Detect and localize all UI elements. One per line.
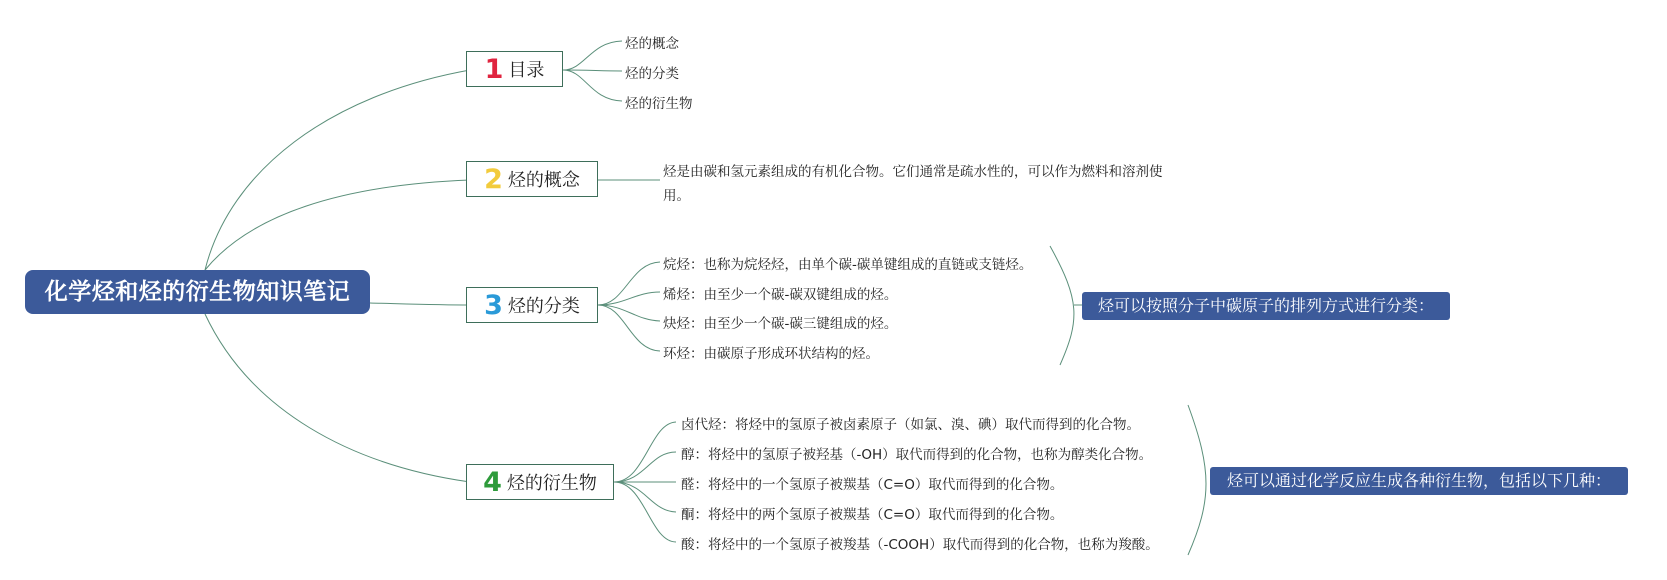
topic-label: 烃的分类 xyxy=(507,296,580,317)
leaf-acid[interactable]: 酸：将烃中的一个氢原子被羧基（-COOH）取代而得到的化合物，也称为羧酸。 xyxy=(681,537,1159,553)
summary-bracket-derivatives xyxy=(1188,405,1206,555)
leaf-haloalkane[interactable]: 卤代烃：将烃中的氢原子被卤素原子（如氯、溴、碘）取代而得到的化合物。 xyxy=(681,417,1140,433)
topic-label: 目录 xyxy=(508,60,545,81)
link-t4-leaf5 xyxy=(614,482,676,542)
link-t1-leaf3 xyxy=(563,70,622,101)
link-root-topic4 xyxy=(205,314,470,482)
leaf-alkene[interactable]: 烯烃：由至少一个碳-碳双键组成的烃。 xyxy=(663,287,898,303)
topic-derivatives[interactable] xyxy=(466,464,614,500)
number-2-badge: 2 xyxy=(484,163,503,195)
number-3-badge: 3 xyxy=(484,289,503,321)
leaf-catalog-3[interactable]: 烃的衍生物 xyxy=(625,96,693,112)
number-1-badge: 1 xyxy=(484,53,504,85)
topic-label: 烃的概念 xyxy=(507,170,580,191)
leaf-alkyne[interactable]: 炔烃：由至少一个碳-碳三键组成的烃。 xyxy=(663,316,898,332)
topic-classification[interactable] xyxy=(466,287,598,323)
link-root-topic2 xyxy=(205,180,470,270)
link-root-topic1 xyxy=(205,70,470,270)
topic-catalog[interactable] xyxy=(466,51,563,87)
summary-derivatives[interactable]: 烃可以通过化学反应生成各种衍生物，包括以下几种： xyxy=(1210,467,1628,495)
leaf-aldehyde[interactable]: 醛：将烃中的一个氢原子被羰基（C=O）取代而得到的化合物。 xyxy=(681,477,1064,493)
topic-concept[interactable] xyxy=(466,161,598,197)
link-t1-leaf1 xyxy=(563,41,622,70)
leaf-cyclic[interactable]: 环烃：由碳原子形成环状结构的烃。 xyxy=(663,346,879,362)
root-topic[interactable]: 化学烃和烃的衍生物知识笔记 xyxy=(25,270,370,314)
topic-label: 烃的衍生物 xyxy=(506,473,597,494)
link-t4-leaf4 xyxy=(614,482,676,512)
concept-description[interactable]: 烃是由碳和氢元素组成的有机化合物。它们通常是疏水性的，可以作为燃料和溶剂使用。 xyxy=(663,164,1163,204)
leaf-alkane[interactable]: 烷烃：也称为烷烃烃，由单个碳-碳单键组成的直链或支链烃。 xyxy=(663,257,1033,273)
summary-classification[interactable]: 烃可以按照分子中碳原子的排列方式进行分类： xyxy=(1082,292,1450,320)
leaf-catalog-1[interactable]: 烃的概念 xyxy=(625,36,679,52)
number-4-badge: 4 xyxy=(483,466,502,498)
leaf-catalog-2[interactable]: 烃的分类 xyxy=(625,66,679,82)
leaf-ketone[interactable]: 酮：将烃中的两个氢原子被羰基（C=O）取代而得到的化合物。 xyxy=(681,507,1064,523)
leaf-alcohol[interactable]: 醇：将烃中的氢原子被羟基（-OH）取代而得到的化合物，也称为醇类化合物。 xyxy=(681,447,1153,463)
summary-bracket-classification xyxy=(1050,246,1074,365)
link-root-topic3 xyxy=(370,303,470,305)
link-t1-leaf2 xyxy=(563,70,622,71)
link-t4-leaf1 xyxy=(614,422,676,482)
